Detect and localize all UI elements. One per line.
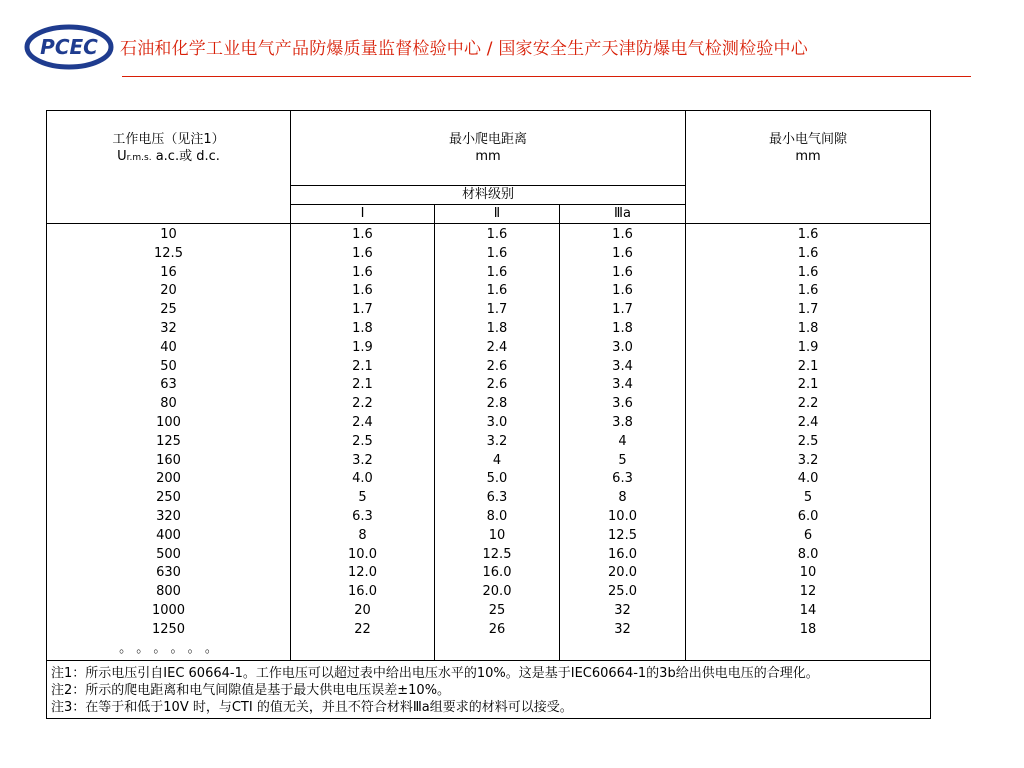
table-cell: 40: [160, 339, 177, 355]
material-group-label: 材料级别: [291, 186, 686, 205]
table-cell: 3.4: [612, 377, 633, 393]
table-cell: 1.6: [797, 227, 819, 242]
table-cell: 6.3: [486, 490, 508, 506]
table-cell: 2.1: [352, 358, 373, 374]
logo-text: PCEC: [40, 35, 98, 59]
table-cell: 2.4: [486, 339, 508, 355]
table-cell: 26: [488, 621, 506, 637]
notes-cell: [47, 661, 931, 719]
table-cell: 18: [799, 621, 817, 637]
table-cell: 12.0: [348, 565, 377, 581]
table-cell: 2.1: [352, 377, 373, 393]
table-cell: 800: [156, 584, 181, 600]
table-cell: 1.7: [486, 302, 508, 318]
table-cell: 2.5: [797, 433, 819, 449]
grade-II-column: [435, 224, 560, 661]
table-cell: 16.0: [348, 584, 377, 600]
table-cell: 10: [488, 527, 506, 543]
table-cell: 1250: [151, 621, 186, 637]
table-cell: 1.6: [486, 283, 508, 299]
table-cell: 3.8: [612, 414, 633, 430]
voltage-column: [47, 224, 291, 661]
header-voltage-unit: Ur.m.s. a.c.或 d.c.: [117, 149, 220, 164]
table-cell: 320: [156, 508, 181, 524]
table-cell: 3.2: [797, 452, 819, 468]
page-header: [0, 0, 1024, 80]
grade-II-header: Ⅱ: [435, 205, 560, 224]
table-cell: 20: [354, 602, 371, 618]
table-cell: 63: [160, 377, 177, 393]
creepage-clearance-table: [46, 110, 931, 719]
header-title: 石油和化学工业电气产品防爆质量监督检验中心 / 国家安全生产天津防爆电气检测检验中心: [120, 39, 808, 59]
header-clearance-label: 最小电气间隙: [769, 132, 848, 147]
table-cell: 100: [156, 414, 181, 430]
table-cell: 2.6: [486, 377, 508, 393]
table-cell: 6: [803, 527, 813, 543]
table-cell: 500: [156, 546, 181, 562]
header-voltage-label: 工作电压（见注1）: [112, 132, 225, 147]
table-cell: 1.6: [612, 245, 633, 261]
table-cell: 8: [358, 527, 367, 543]
header-creepage: [291, 111, 686, 186]
grade-I-column: [291, 224, 435, 661]
table-cell: 400: [156, 527, 181, 543]
table-cell: 14: [799, 602, 817, 618]
table-cell: 1.7: [612, 302, 633, 318]
table-cell: 10.0: [608, 508, 637, 524]
table-cell: 3.4: [612, 358, 633, 374]
table-cell: 。 。 。 。 。 。: [119, 640, 218, 656]
pcec-logo: [24, 24, 114, 70]
table-cell: 12: [799, 584, 817, 600]
table-cell: 20.0: [608, 565, 637, 581]
table-cell: 2.4: [797, 414, 819, 430]
table-cell: 1.6: [612, 264, 633, 280]
note-2: 注2：所示的爬电距离和电气间隙值是基于最大供电电压误差±10%。: [51, 683, 451, 698]
table-cell: 12.5: [482, 546, 512, 562]
table-cell: 1.8: [612, 320, 633, 336]
table-cell: 2.1: [797, 358, 819, 374]
clearance-column: [686, 224, 931, 661]
table-cell: 1.6: [486, 245, 508, 261]
table-cell: 12.5: [608, 527, 637, 543]
table-cell: 3.2: [352, 452, 373, 468]
table-cell: 2.6: [486, 358, 508, 374]
table-cell: 25.0: [608, 584, 637, 600]
table-cell: 1.7: [352, 302, 373, 318]
table-cell: 2.2: [797, 396, 819, 412]
table-cell: 630: [156, 565, 181, 581]
table-cell: 8: [618, 490, 627, 506]
table-cell: 25: [488, 602, 506, 618]
table-cell: 80: [160, 396, 177, 412]
table-cell: 20.0: [482, 584, 512, 600]
table-cell: 250: [156, 490, 181, 506]
table-cell: 6.0: [797, 508, 819, 524]
table-cell: 4: [492, 452, 502, 468]
table-cell: 160: [156, 452, 181, 468]
header-creepage-label: 最小爬电距离: [449, 132, 528, 147]
table-cell: 4.0: [797, 471, 819, 487]
note-1: 注1：所示电压引自IEC 60664-1。工作电压可以超过表中给出电压水平的10%。这是基于IEC60664-1的3b给出供电电压的合理化。: [51, 666, 819, 681]
table-cell: 200: [156, 471, 181, 487]
table-cell: 2.5: [352, 433, 373, 449]
grade-IIIa-column: [560, 224, 686, 661]
table-cell: 1.6: [797, 283, 819, 299]
table-cell: 1.6: [486, 227, 508, 242]
table-cell: 4: [618, 433, 627, 449]
table-cell: 3.6: [612, 396, 633, 412]
table-cell: 32: [160, 320, 177, 336]
table-cell: 32: [614, 602, 631, 618]
table-cell: 16.0: [608, 546, 637, 562]
table-cell: 32: [614, 621, 631, 637]
table-cell: 1.6: [797, 245, 819, 261]
table-cell: 8.0: [797, 546, 819, 562]
table-cell: 1.6: [612, 283, 633, 299]
grade-IIIa-header: Ⅲa: [560, 205, 686, 224]
table-cell: 4.0: [352, 471, 373, 487]
table-cell: 22: [354, 621, 371, 637]
table-cell: 1.6: [486, 264, 508, 280]
header-voltage: [47, 111, 291, 224]
table-cell: 2.2: [352, 396, 373, 412]
table-cell: 2.1: [797, 377, 819, 393]
table-cell: 1.8: [797, 320, 819, 336]
table-cell: 1.6: [352, 245, 373, 261]
table-cell: 10: [799, 565, 817, 581]
table-cell: 125: [156, 433, 181, 449]
table-cell: 5: [358, 490, 367, 506]
table-cell: 16.0: [482, 565, 512, 581]
table-cell: 5: [618, 452, 627, 468]
table-cell: 3.0: [486, 414, 508, 430]
table-cell: 5: [803, 490, 813, 506]
header-divider: [122, 76, 971, 77]
table-cell: 6.3: [612, 471, 633, 487]
table-cell: 3.2: [486, 433, 508, 449]
table-cell: 1.8: [352, 320, 373, 336]
table-cell: 1.9: [352, 339, 373, 355]
table-cell: 1.8: [486, 320, 508, 336]
header-clearance-unit: mm: [795, 149, 821, 164]
table-cell: 50: [160, 358, 177, 374]
table-cell: 5.0: [486, 471, 508, 487]
table-cell: 1000: [151, 602, 186, 618]
table-cell: 1.6: [612, 227, 633, 242]
table-cell: 12.5: [154, 245, 183, 261]
table-cell: 8.0: [486, 508, 508, 524]
grade-I-header: Ⅰ: [291, 205, 435, 224]
table-cell: 1.9: [797, 339, 819, 355]
table-cell: 1.6: [352, 283, 373, 299]
table-cell: 10: [160, 227, 177, 242]
table-cell: 3.0: [612, 339, 633, 355]
table-cell: 16: [160, 264, 177, 280]
table-cell: 2.4: [352, 414, 373, 430]
table-cell: 10.0: [348, 546, 377, 562]
header-clearance: [686, 111, 931, 224]
table-cell: 2.8: [486, 396, 508, 412]
table-cell: 1.6: [352, 264, 373, 280]
table-cell: 1.6: [352, 227, 373, 242]
header-creepage-unit: mm: [475, 149, 501, 164]
table-cell: 20: [160, 283, 177, 299]
table-cell: 1.6: [797, 264, 819, 280]
table-cell: 1.7: [797, 302, 819, 318]
note-3: 注3：在等于和低于10V 时，与CTI 的值无关，并且不符合材料Ⅲa组要求的材料可以接受。: [51, 700, 573, 715]
table-cell: 25: [160, 302, 177, 318]
table-cell: 6.3: [352, 508, 373, 524]
